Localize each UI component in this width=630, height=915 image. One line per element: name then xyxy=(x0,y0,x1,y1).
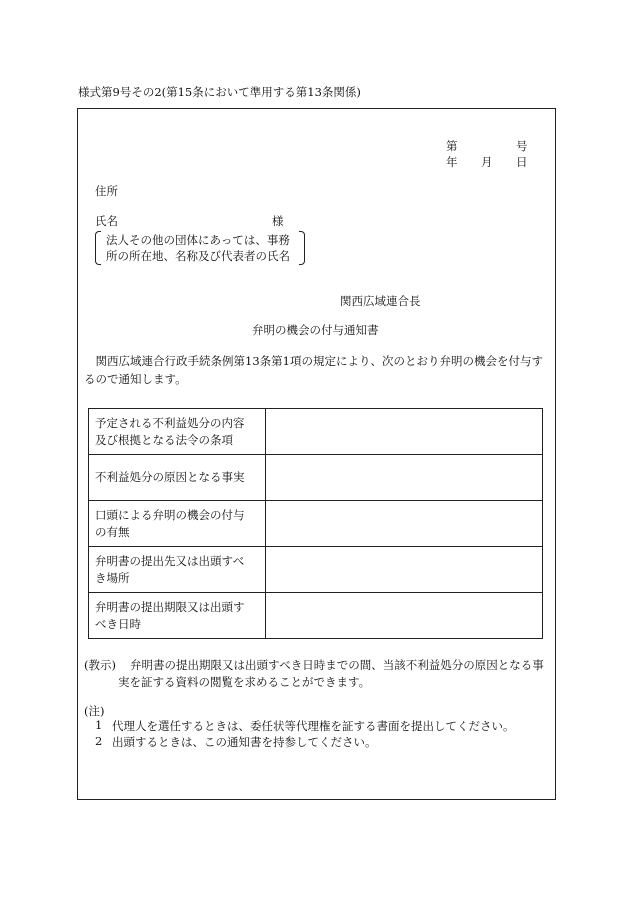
notice-line2: 実を証する資料の閲覧を求めることができます。 xyxy=(118,675,371,689)
number-prefix: 第 xyxy=(446,139,458,153)
address-label: 住所 xyxy=(95,184,118,198)
row-value xyxy=(266,409,543,455)
document-title: 弁明の機会の付与通知書 xyxy=(252,323,379,337)
table-row xyxy=(89,547,543,593)
notes-label: (注) xyxy=(84,704,105,718)
corporate-note-line1: 法人その他の団体にあっては、事務 xyxy=(106,233,290,247)
row-label-line1: 弁明書の提出先又は出頭すべ xyxy=(95,553,245,568)
row-value xyxy=(266,593,543,639)
row-value xyxy=(266,501,543,547)
row-label-line1: 口頭による弁明の機会の付与 xyxy=(95,507,245,522)
note-text: 代理人を選任するときは、委任状等代理権を証する書面を提出してください。 xyxy=(112,719,515,733)
number-suffix: 号 xyxy=(516,139,528,153)
table-row xyxy=(89,593,543,639)
row-value xyxy=(266,455,543,501)
table-row xyxy=(89,501,543,547)
date-day: 日 xyxy=(516,155,528,169)
row-label xyxy=(89,593,266,639)
row-value xyxy=(266,547,543,593)
date-month: 月 xyxy=(481,155,493,169)
left-bracket xyxy=(95,231,101,265)
corporate-note-text xyxy=(106,232,290,264)
row-label-line1: 不利益処分の原因となる事実 xyxy=(95,470,245,484)
row-label xyxy=(89,455,266,501)
date-year: 年 xyxy=(446,155,458,169)
note-number: 2 xyxy=(95,734,103,748)
row-label xyxy=(89,501,266,547)
sender: 関西広域連合長 xyxy=(340,294,421,308)
row-label-line1: 弁明書の提出期限又は出頭す xyxy=(95,599,245,614)
right-bracket xyxy=(299,231,305,265)
note-text: 出頭するときは、この通知書を持参してください。 xyxy=(112,735,377,749)
honorific: 様 xyxy=(272,214,284,228)
corporate-note-line2: 所の所在地、名称及び代表者の氏名 xyxy=(106,249,290,263)
row-label-line2: の有無 xyxy=(95,524,130,539)
items-table xyxy=(88,408,543,639)
row-label xyxy=(89,409,266,455)
table-row xyxy=(89,409,543,455)
name-label: 氏名 xyxy=(95,214,118,228)
notice-line1: 弁明書の提出期限又は出頭すべき日時までの間、当該不利益処分の原因となる事 xyxy=(130,658,544,672)
note-number: 1 xyxy=(95,718,103,732)
body-text: 関西広域連合行政手続条例第13条第1項の規定により、次のとおり弁明の機会を付与するので通知します。 xyxy=(84,354,543,386)
corporate-note xyxy=(95,231,305,267)
row-label-line2: き場所 xyxy=(95,570,130,585)
row-label-line2: べき日時 xyxy=(95,616,141,631)
form-title: 様式第9号その2(第15条において準用する第13条関係) xyxy=(78,85,361,99)
row-label xyxy=(89,547,266,593)
table-row xyxy=(89,455,543,501)
row-label-line2: 及び根拠となる法令の条項 xyxy=(95,432,233,447)
row-label-line1: 予定される不利益処分の内容 xyxy=(95,415,245,430)
notice-label: (教示) xyxy=(84,658,116,672)
